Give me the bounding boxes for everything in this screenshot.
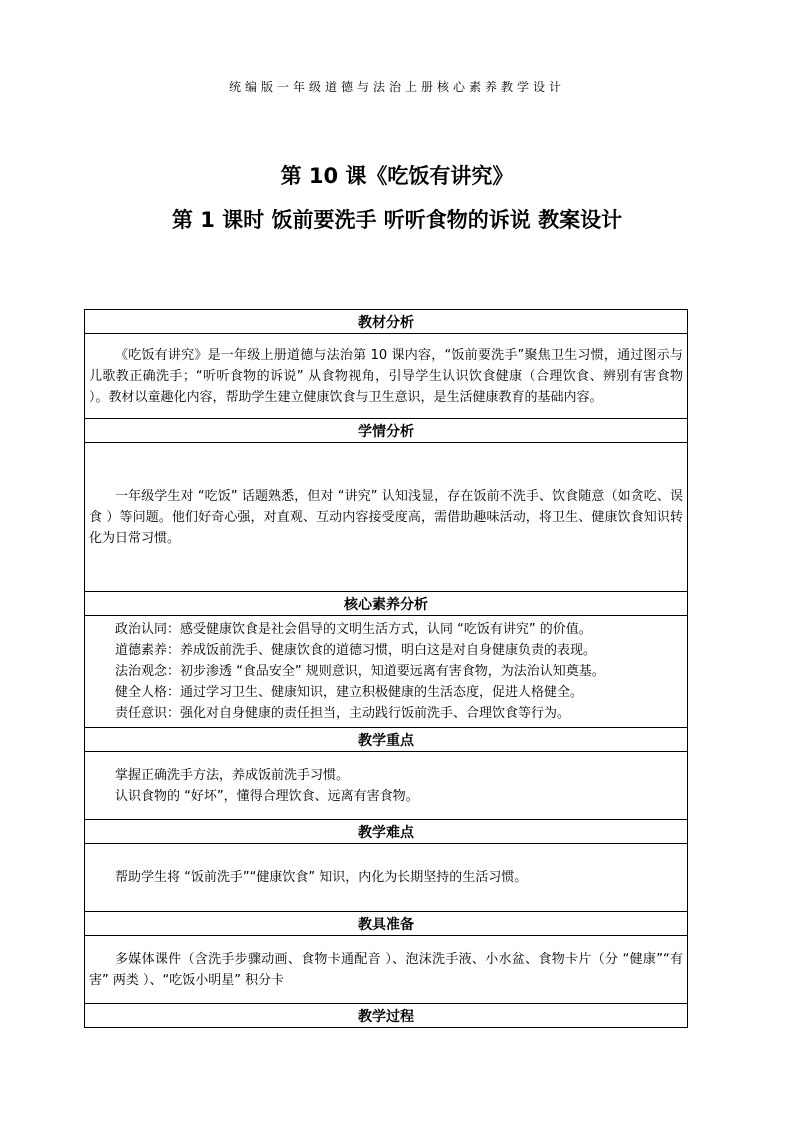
tools-heading: 教具准备: [85, 912, 688, 936]
key-point-item: 认识食物的 “好坏”，懂得合理饮食、远离有害食物。: [115, 788, 419, 804]
key-point-item: 掌握正确洗手方法，养成饭前洗手习惯。: [115, 767, 350, 783]
difficulties-text: 帮助学生将 “饭前洗手”“健康饮食” 知识，内化为长期坚持的生活习惯。: [85, 844, 688, 912]
students-text: 一年级学生对 “吃饭” 话题熟悉，但对 “讲究” 认知浅显，存在饭前不洗手、饮食随意（如贪吃、误食 ）等问题。他们好奇心强，对直观、互动内容接受度高，需借助趣味活动，将卫生、健康饮食知识转化为日常习惯。: [85, 443, 688, 592]
difficulties-heading: 教学难点: [85, 820, 688, 844]
literacy-heading: 核心素养分析: [85, 592, 688, 616]
tools-text: 多媒体课件（含洗手步骤动画、食物卡通配音 ）、泡沫洗手液、小水盆、食物卡片（分 “健康”“有害” 两类 ）、“吃饭小明星” 积分卡: [85, 936, 688, 1004]
materials-text: 《吃饭有讲究》是一年级上册道德与法治第 10 课内容，“饭前要洗手”聚焦卫生习惯，通过图示与儿歌教正确洗手；“听听食物的诉说” 从食物视角，引导学生认识饮食健康（合理饮食、辨别有害食物 ）。教材以童趣化内容，帮助学生建立健康饮食与卫生意识，是生活健康教育的基础内容。: [85, 334, 688, 419]
lesson-title: 第 10 课《吃饭有讲究》: [280, 164, 514, 188]
key-points-heading: 教学重点: [85, 728, 688, 752]
materials-heading: 教材分析: [85, 310, 688, 334]
literacy-personality: 健全人格：通过学习卫生、健康知识，建立积极健康的生活态度，促进人格健全。: [115, 685, 584, 700]
literacy-political: 政治认同：感受健康饮食是社会倡导的文明生活方式，认同 “吃饭有讲究” 的价值。: [115, 622, 592, 637]
literacy-moral: 道德素养：养成饭前洗手、健康饮食的道德习惯，明白这是对自身健康负责的表现。: [115, 643, 597, 658]
literacy-law: 法治观念：初步渗透 “食品安全” 规则意识，知道要远离有害食物，为法治认知奠基。: [115, 664, 605, 679]
running-header: 统编版一年级道德与法治上册核心素养教学设计: [228, 80, 565, 94]
lesson-subtitle: 第 1 课时 饭前要洗手 听听食物的诉说 教案设计: [171, 208, 623, 232]
key-points-content: [85, 752, 688, 820]
students-heading: 学情分析: [85, 419, 688, 443]
literacy-content: [85, 616, 688, 728]
literacy-responsibility: 责任意识：强化对自身健康的责任担当，主动践行饭前洗手、合理饮食等行为。: [115, 706, 571, 721]
process-heading: 教学过程: [85, 1004, 688, 1028]
lesson-plan-table: [84, 309, 688, 1028]
